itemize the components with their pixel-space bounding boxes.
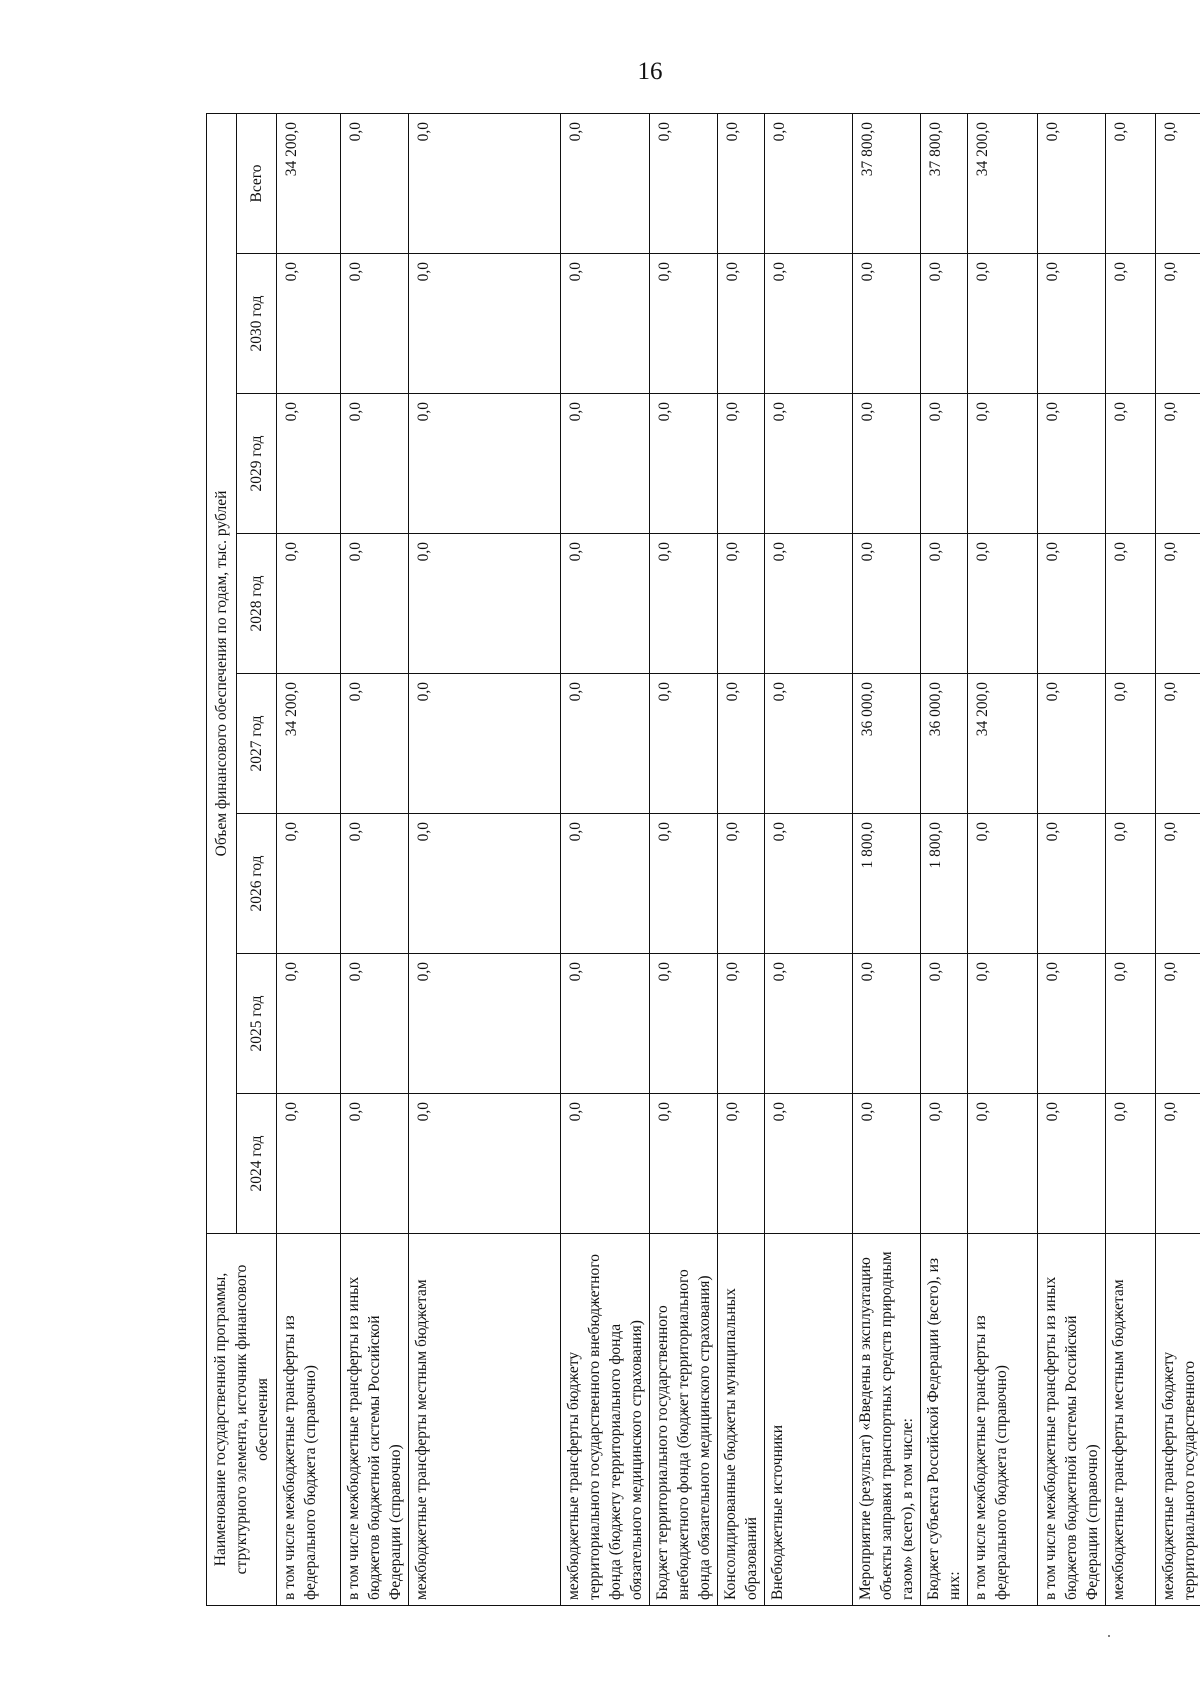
value-cell: 0,0 [968,954,1038,1094]
value-cell: 0,0 [1106,534,1156,674]
value-cell: 0,0 [765,254,853,394]
value-cell: 34 200,0 [277,114,341,254]
value-cell: 0,0 [1038,1094,1106,1234]
value-cell: 0,0 [650,254,718,394]
value-cell: 36 000,0 [853,674,921,814]
header-year-1: 2025 год [237,954,277,1094]
value-cell: 0,0 [765,534,853,674]
value-cell: 37 800,0 [921,114,968,254]
value-cell: 0,0 [968,814,1038,954]
value-cell: 0,0 [1106,394,1156,534]
row-name: межбюджетные трансферты бюджету территориального государственного [1156,1234,1200,1606]
value-cell: 0,0 [765,814,853,954]
header-year-7: Всего [237,114,277,254]
value-cell: 0,0 [921,954,968,1094]
value-cell: 0,0 [409,534,561,674]
value-cell: 37 800,0 [853,114,921,254]
value-cell: 0,0 [1106,674,1156,814]
value-cell: 0,0 [1038,954,1106,1094]
row-name: в том числе межбюджетные трансферты из федерального бюджета (справочно) [968,1234,1038,1606]
value-cell: 0,0 [561,674,650,814]
value-cell: 0,0 [277,814,341,954]
value-cell: 0,0 [765,674,853,814]
value-cell: 0,0 [1156,254,1200,394]
value-cell: 0,0 [921,254,968,394]
value-cell: 0,0 [765,394,853,534]
value-cell: 0,0 [341,674,409,814]
header-volume-caption: Объем финансового обеспечения по годам, тыс. рублей [207,114,237,1234]
value-cell: 0,0 [1156,814,1200,954]
value-cell: 0,0 [277,954,341,1094]
table-row [650,114,718,1606]
table-row [853,114,921,1606]
value-cell: 0,0 [561,1094,650,1234]
row-name: межбюджетные трансферты бюджету территориального государственного внебюджетного фонда (бюджету территориального фонда обязательного медицинского страхования) [561,1234,650,1606]
table-row [409,114,561,1606]
value-cell: 0,0 [277,534,341,674]
row-name: Мероприятие (результат) «Введены в эксплуатацию объекты заправки транспортных средств природным газом» (всего), в том числе: [853,1234,921,1606]
value-cell: 0,0 [1156,1094,1200,1234]
row-name: межбюджетные трансферты местным бюджетам [1106,1234,1156,1606]
row-name: межбюджетные трансферты местным бюджетам [409,1234,561,1606]
value-cell: 0,0 [853,534,921,674]
value-cell: 0,0 [921,534,968,674]
value-cell: 0,0 [341,1094,409,1234]
value-cell: 0,0 [277,1094,341,1234]
value-cell: 0,0 [968,534,1038,674]
value-cell: 0,0 [561,394,650,534]
value-cell: 0,0 [718,954,765,1094]
value-cell: 0,0 [853,254,921,394]
value-cell: 0,0 [341,254,409,394]
value-cell: 0,0 [718,254,765,394]
rotated-table-wrapper [206,114,1198,1606]
header-row-1 [207,114,237,1606]
value-cell: 0,0 [409,1094,561,1234]
value-cell: 0,0 [1038,674,1106,814]
value-cell: 0,0 [277,254,341,394]
value-cell: 0,0 [853,1094,921,1234]
financing-table-container [206,114,1198,1606]
row-name: Бюджет территориального государственного внебюджетного фонда (бюджет территориального фонда обязательного медицинского страхования) [650,1234,718,1606]
table-row [341,114,409,1606]
value-cell: 0,0 [409,674,561,814]
value-cell: 0,0 [341,954,409,1094]
page-number: 16 [637,58,663,85]
value-cell: 0,0 [1106,814,1156,954]
table-row [1038,114,1106,1606]
header-year-5: 2029 год [237,394,277,534]
value-cell: 0,0 [1106,254,1156,394]
table-row [277,114,341,1606]
header-year-4: 2028 год [237,534,277,674]
value-cell: 0,0 [561,254,650,394]
value-cell: 0,0 [718,114,765,254]
value-cell: 34 200,0 [968,114,1038,254]
value-cell: 0,0 [968,1094,1038,1234]
value-cell: 0,0 [765,954,853,1094]
value-cell: 0,0 [650,394,718,534]
value-cell: 0,0 [718,534,765,674]
value-cell: 0,0 [1038,534,1106,674]
value-cell: 0,0 [409,254,561,394]
value-cell: 0,0 [1106,954,1156,1094]
value-cell: 0,0 [1038,254,1106,394]
value-cell: 0,0 [561,814,650,954]
table-row [561,114,650,1606]
value-cell: 0,0 [718,394,765,534]
row-name: в том числе межбюджетные трансферты из иных бюджетов бюджетной системы Российской Федерации (справочно) [1038,1234,1106,1606]
value-cell: 0,0 [409,394,561,534]
value-cell: 34 200,0 [968,674,1038,814]
value-cell: 0,0 [765,114,853,254]
value-cell: 0,0 [409,114,561,254]
value-cell: 0,0 [718,814,765,954]
scan-speck [1108,1635,1110,1637]
value-cell: 0,0 [650,674,718,814]
header-year-0: 2024 год [237,1094,277,1234]
value-cell: 0,0 [341,394,409,534]
row-name: Бюджет субъекта Российской Федерации (всего), из них: [921,1234,968,1606]
value-cell: 0,0 [341,114,409,254]
header-year-2: 2026 год [237,814,277,954]
value-cell: 0,0 [561,954,650,1094]
value-cell: 0,0 [1156,954,1200,1094]
value-cell: 0,0 [650,814,718,954]
value-cell: 0,0 [561,114,650,254]
table-row [968,114,1038,1606]
value-cell: 36 000,0 [921,674,968,814]
row-name: Консолидированные бюджеты муниципальных образований [718,1234,765,1606]
value-cell: 0,0 [650,114,718,254]
value-cell: 0,0 [1038,814,1106,954]
value-cell: 0,0 [853,394,921,534]
table-row [765,114,853,1606]
row-name: Внебюджетные источники [765,1234,853,1606]
value-cell: 0,0 [341,534,409,674]
value-cell: 0,0 [650,1094,718,1234]
value-cell: 0,0 [409,814,561,954]
value-cell: 0,0 [561,534,650,674]
header-name-column: Наименование государственной программы, структурного элемента, источник финансового обеспечения [207,1234,277,1606]
header-year-6: 2030 год [237,254,277,394]
value-cell: 0,0 [650,534,718,674]
value-cell: 0,0 [921,1094,968,1234]
value-cell: 0,0 [765,1094,853,1234]
value-cell: 0,0 [718,1094,765,1234]
row-name: в том числе межбюджетные трансферты из федерального бюджета (справочно) [277,1234,341,1606]
value-cell: 0,0 [921,394,968,534]
value-cell: 0,0 [650,954,718,1094]
value-cell: 0,0 [1156,674,1200,814]
header-year-3: 2027 год [237,674,277,814]
table-row [1156,114,1200,1606]
value-cell: 0,0 [968,394,1038,534]
value-cell: 0,0 [1156,114,1200,254]
value-cell: 34 200,0 [277,674,341,814]
value-cell: 0,0 [1038,394,1106,534]
value-cell: 0,0 [341,814,409,954]
table-body [277,114,1200,1606]
value-cell: 0,0 [277,394,341,534]
value-cell: 0,0 [1156,394,1200,534]
value-cell: 1 800,0 [853,814,921,954]
value-cell: 0,0 [853,954,921,1094]
row-name: в том числе межбюджетные трансферты из иных бюджетов бюджетной системы Российской Федерации (справочно) [341,1234,409,1606]
value-cell: 0,0 [409,954,561,1094]
table-row [921,114,968,1606]
financing-table [206,113,1200,1606]
table-row [1106,114,1156,1606]
table-row [718,114,765,1606]
value-cell: 0,0 [1106,114,1156,254]
value-cell: 0,0 [1156,534,1200,674]
value-cell: 0,0 [718,674,765,814]
value-cell: 0,0 [968,254,1038,394]
value-cell: 0,0 [1038,114,1106,254]
value-cell: 0,0 [1106,1094,1156,1234]
value-cell: 1 800,0 [921,814,968,954]
